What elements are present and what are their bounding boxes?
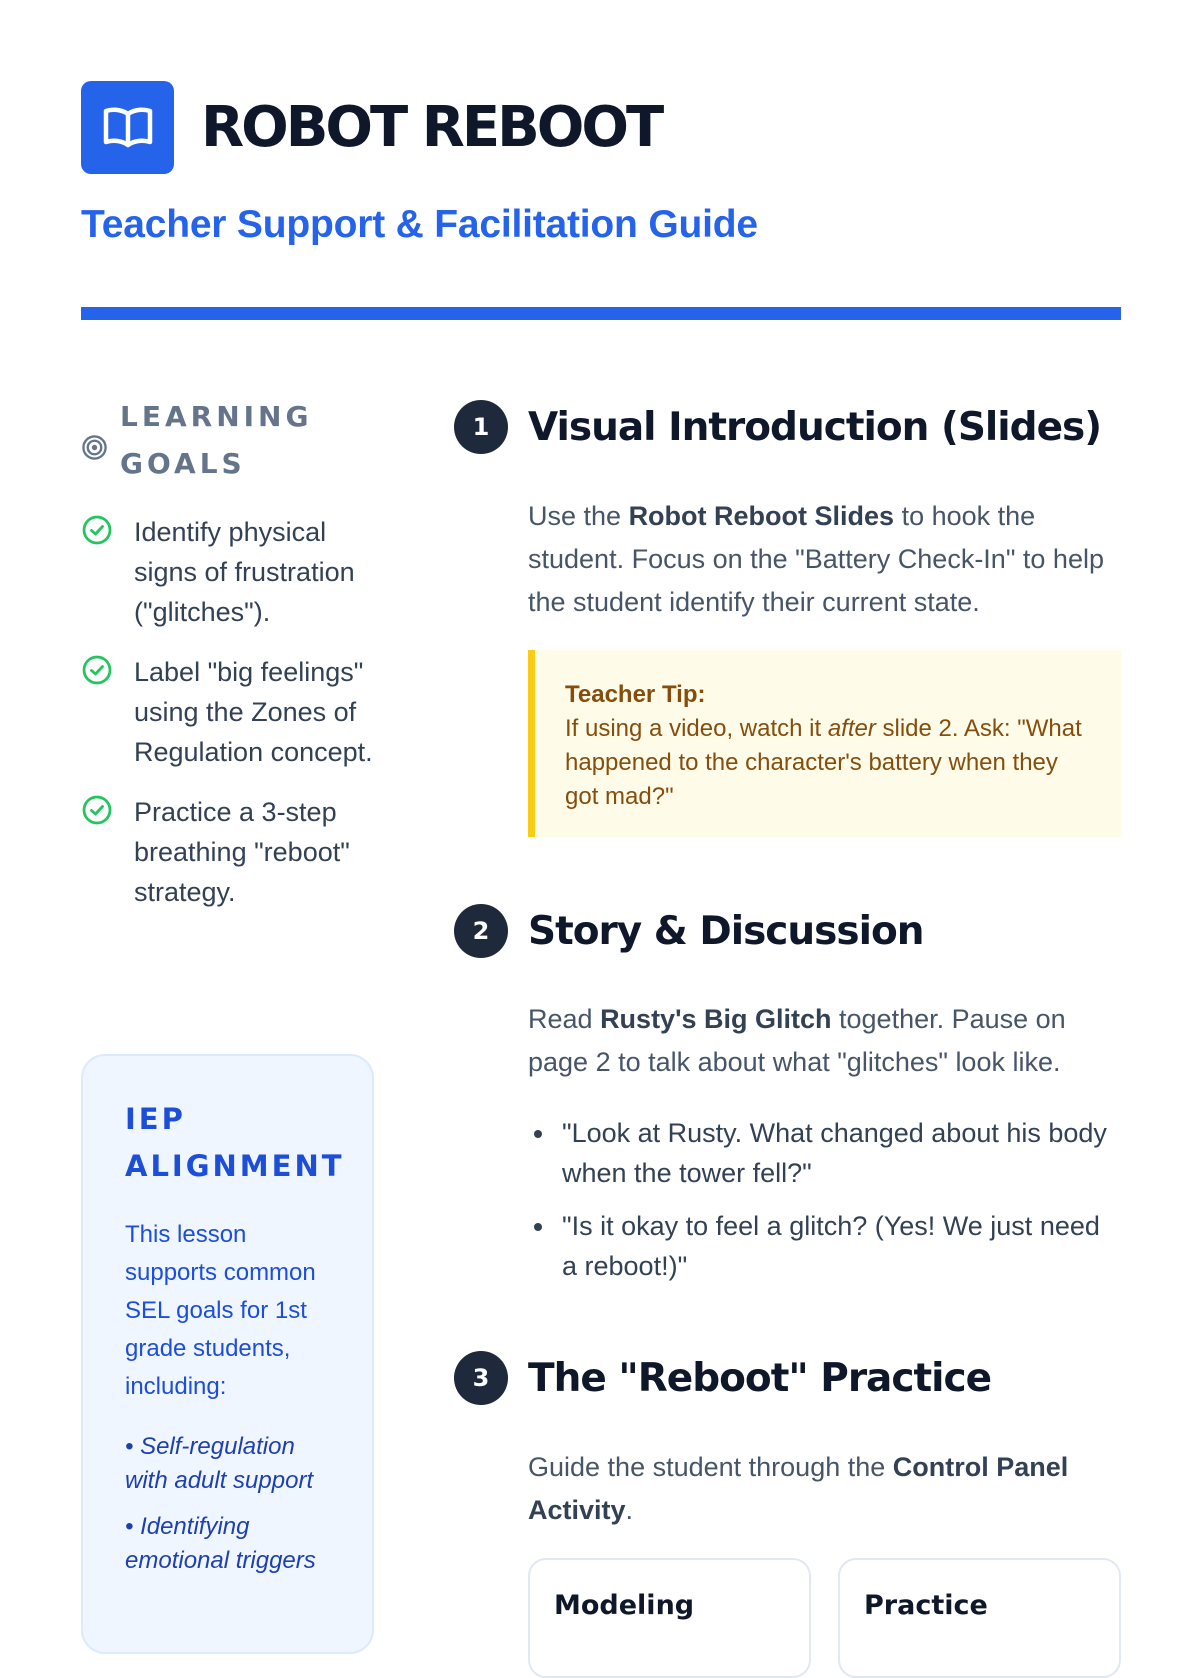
text-segment: together. Pause on page 2 to talk about what "glitches" look like. <box>528 1004 1066 1077</box>
section-2-header <box>454 904 924 958</box>
step-number-badge: 3 <box>454 1351 508 1405</box>
activity-card-title: Modeling <box>554 1590 695 1621</box>
section-title: Visual Introduction (Slides) <box>528 404 1102 450</box>
header-divider <box>81 307 1121 320</box>
text-segment: Use the <box>528 501 629 531</box>
goal-text: Identify physical signs of frustration ("glitches"). <box>134 517 355 627</box>
title-row <box>81 81 1121 174</box>
list-item <box>81 512 374 632</box>
open-book-icon <box>101 105 155 151</box>
section-1-text <box>528 495 1128 624</box>
section-1-header <box>454 400 1101 454</box>
target-icon <box>81 434 108 461</box>
activity-card <box>528 1558 811 1678</box>
learning-goals-list <box>81 512 374 912</box>
logo <box>81 81 174 174</box>
activity-card-title: Practice <box>864 1590 988 1621</box>
teacher-tip-text <box>565 712 1091 814</box>
learning-goals-panel <box>81 400 374 932</box>
emphasis-text: after <box>827 715 876 742</box>
step-number-badge: 2 <box>454 904 508 958</box>
text-segment: If using a video, watch it <box>565 715 828 742</box>
section-2-text <box>528 998 1128 1084</box>
list-item: "Is it okay to feel a glitch? (Yes! We just need a reboot!)" <box>528 1206 1121 1286</box>
list-item <box>81 792 374 912</box>
page-title: ROBOT REBOOT <box>201 95 662 160</box>
resource-name: Robot Reboot Slides <box>628 501 895 531</box>
text-segment: slide 2. Ask: "What happened to the character's battery when they got mad?" <box>565 715 1082 810</box>
discussion-questions-list <box>528 1113 1121 1299</box>
section-3-text <box>528 1446 1128 1532</box>
goal-text: Label "big feelings" using the Zones of Regulation concept. <box>134 657 373 767</box>
page-header <box>81 81 1121 246</box>
list-item: • Identifying emotional triggers <box>125 1513 316 1574</box>
text-segment: Read <box>528 1004 601 1034</box>
iep-alignment-title: IEP ALIGNMENT <box>125 1102 345 1183</box>
iep-alignment-list <box>125 1430 342 1578</box>
page-subtitle: Teacher Support & Facilitation Guide <box>81 203 758 246</box>
check-circle-icon <box>81 794 113 826</box>
activity-card <box>838 1558 1121 1678</box>
step-number-badge: 1 <box>454 400 508 454</box>
list-item: • Self-regulation with adult support <box>125 1433 314 1494</box>
iep-alignment-card <box>81 1054 374 1654</box>
list-item: "Look at Rusty. What changed about his body when the tower fell?" <box>528 1113 1121 1193</box>
teacher-tip-label: Teacher Tip: <box>565 681 706 708</box>
text-segment: Guide the student through the <box>528 1452 893 1482</box>
section-title: The "Reboot" Practice <box>528 1355 992 1401</box>
goal-text: Practice a 3-step breathing "reboot" strategy. <box>134 797 350 907</box>
story-title: Rusty's Big Glitch <box>600 1004 832 1034</box>
activity-name: Control Panel Activity <box>528 1452 1069 1525</box>
section-title: Story & Discussion <box>528 908 924 954</box>
section-3-header <box>454 1351 991 1405</box>
learning-goals-title: LEARNING GOALS <box>120 400 313 480</box>
list-item <box>81 652 374 772</box>
text-segment: to hook the student. Focus on the "Battery Check-In" to help the student identify their current state. <box>528 501 1104 617</box>
teacher-tip-callout <box>528 650 1121 837</box>
check-circle-icon <box>81 514 113 546</box>
text-segment: . <box>625 1495 634 1525</box>
iep-alignment-body: This lesson supports common SEL goals for 1st grade students, including: <box>125 1221 316 1400</box>
check-circle-icon <box>81 654 113 686</box>
learning-goals-header <box>81 400 374 487</box>
